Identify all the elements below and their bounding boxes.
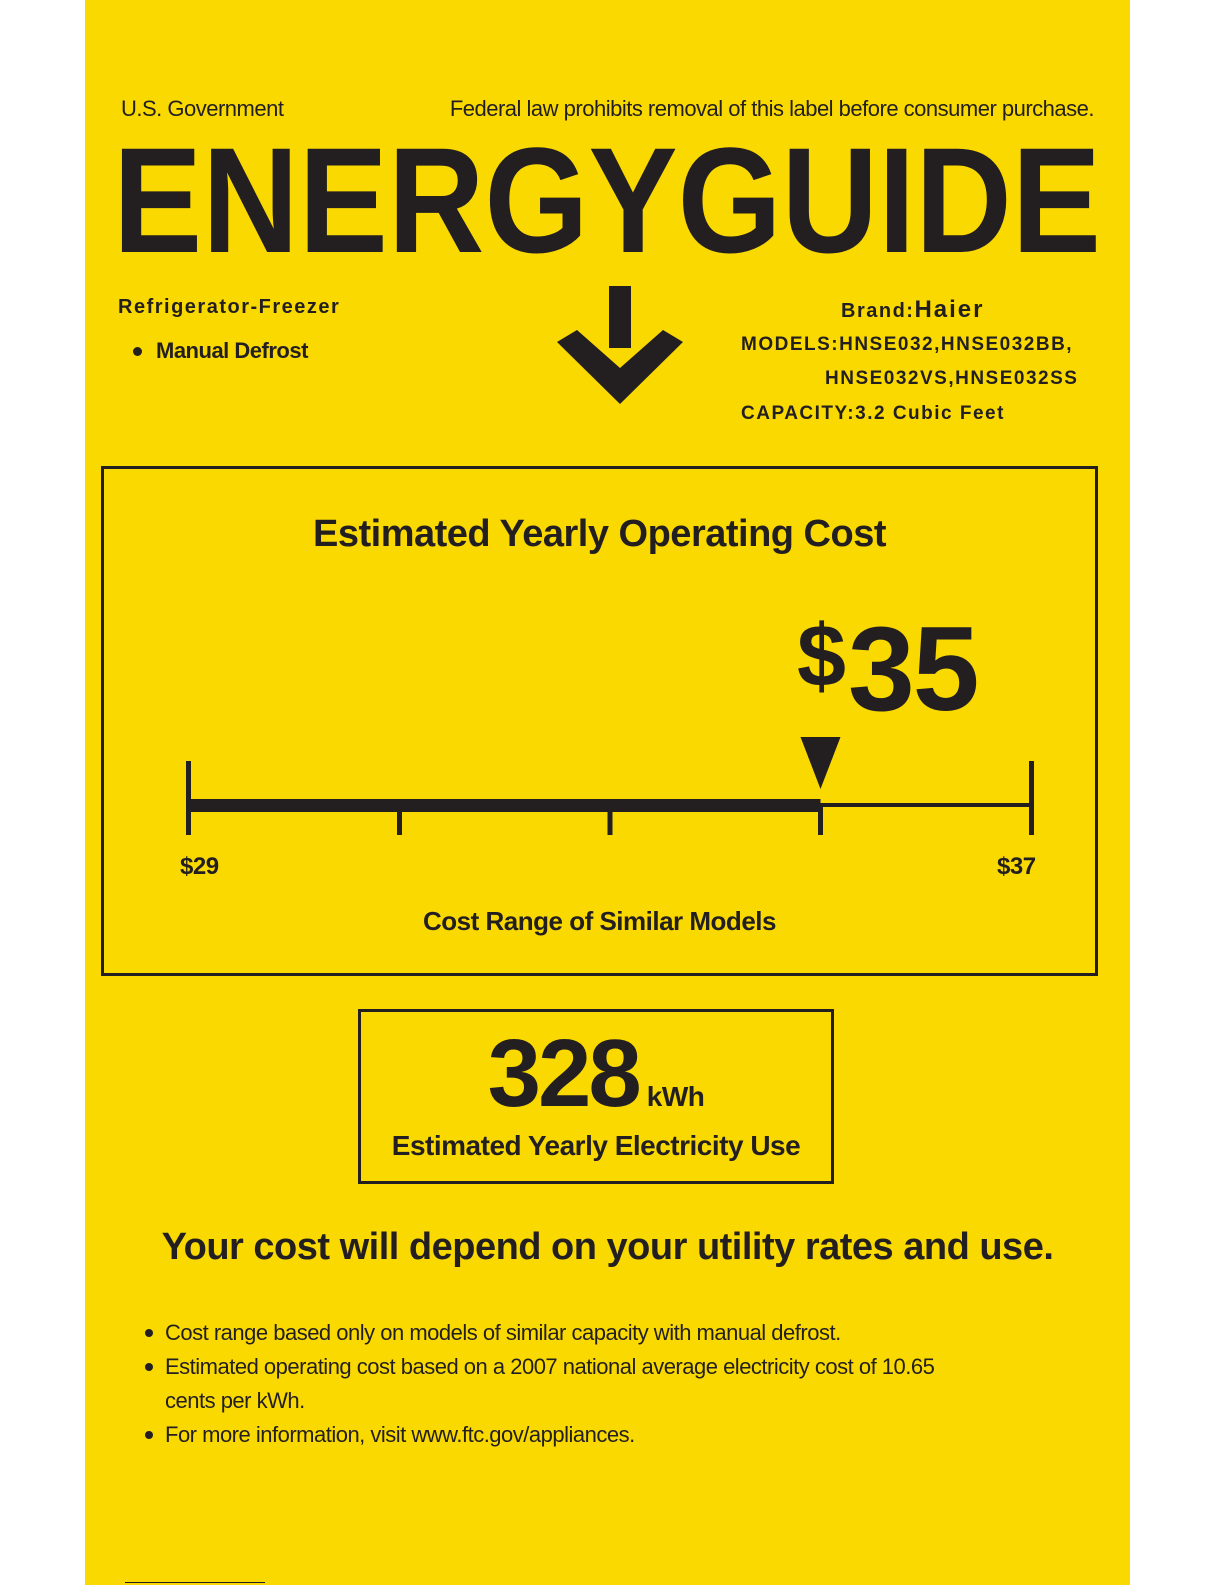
down-arrow-icon: [557, 286, 687, 406]
removal-notice: Federal law prohibits removal of this label before consumer purchase.: [449, 96, 1094, 121]
range-high-label: $37: [997, 853, 1036, 880]
range-end-tick-high: [1029, 761, 1034, 835]
cost-marker-triangle: [801, 737, 841, 789]
cost-range-scale: [104, 469, 1101, 979]
models-line-2: HNSE032VS,HNSE032SS: [825, 368, 1079, 389]
range-mid-tick: [397, 803, 402, 835]
range-end-tick-low: [186, 761, 191, 835]
capacity: CAPACITY:3.2 Cubic Feet: [741, 403, 1005, 424]
bullet-icon: [133, 347, 142, 356]
kwh-caption: Estimated Yearly Electricity Use: [391, 1130, 801, 1161]
range-mid-tick: [608, 803, 613, 835]
cost-heading: Estimated Yearly Operating Cost: [313, 513, 886, 555]
range-fill-bar: [189, 799, 821, 812]
cost-amount: 35: [847, 602, 978, 736]
note-item: For more information, visit www.ftc.gov/appliances.: [145, 1418, 945, 1452]
note-item: Estimated operating cost based on a 2007 national average electricity cost of 10.65 cents per kWh.: [145, 1350, 945, 1418]
issuer-text: U.S. Government: [121, 96, 284, 121]
feature-item: [133, 338, 308, 364]
currency-symbol: $: [797, 606, 844, 705]
brand-label: Brand:: [841, 300, 915, 322]
feature-label: Manual Defrost: [156, 338, 308, 363]
energyguide-wordmark: [113, 116, 1103, 284]
operating-cost-box: [101, 466, 1098, 976]
range-low-label: $29: [180, 853, 219, 880]
brand-name: Haier: [914, 296, 985, 323]
brand-row: [841, 296, 985, 324]
cost-disclaimer: Your cost will depend on your utility rates and use.: [161, 1226, 1054, 1268]
electricity-use-box: [358, 1009, 834, 1184]
range-caption: Cost Range of Similar Models: [423, 906, 776, 936]
kwh-value: 328: [487, 1020, 639, 1127]
energyguide-label: [85, 0, 1130, 1585]
notes-list: [145, 1316, 945, 1452]
wordmark-text: ENERGYGUIDE: [113, 116, 1101, 284]
kwh-row: [361, 1020, 831, 1127]
footer-rule: [125, 1582, 265, 1583]
models-line-1: MODELS:HNSE032,HNSE032BB,: [741, 334, 1074, 355]
range-mid-tick: [818, 803, 823, 835]
kwh-unit: kWh: [646, 1081, 705, 1112]
note-item: Cost range based only on models of similar capacity with manual defrost.: [145, 1316, 945, 1350]
appliance-type: Refrigerator-Freezer: [118, 296, 341, 318]
